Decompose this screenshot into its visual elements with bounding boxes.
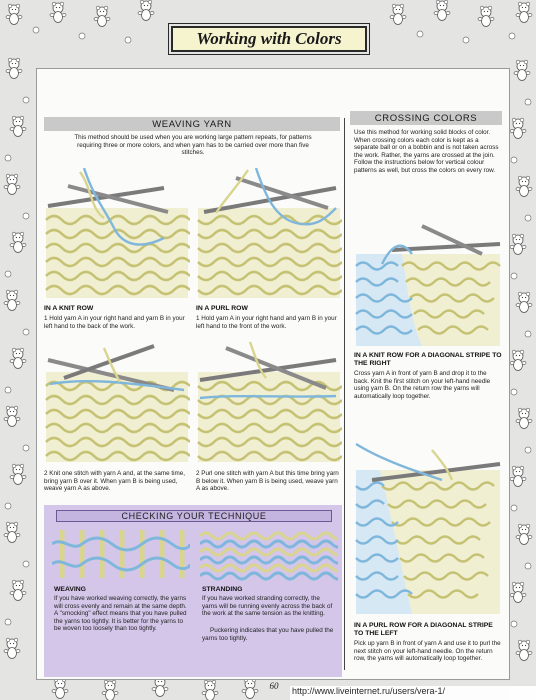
knit-row-step2-illustration bbox=[44, 338, 190, 464]
knit-row-step2: 2 Knit one stitch with yarn A and, at the same time, bring yarn B over it. When yarn B is being used, weave yarn A as above. bbox=[44, 470, 186, 493]
border-bears-right bbox=[510, 60, 532, 660]
column-divider bbox=[344, 118, 345, 670]
diagonal-right-text: Cross yarn A in front of yarn B and drop it to the back. Knit the first stitch on your left-hand needle using yarn B. On the return row the yarns will automatically loop together. bbox=[354, 370, 491, 400]
crossing-intro: Use this method for working solid blocks of color. When crossing colors each color is kept as a separate ball or on a bobbin and is not taken across the work. Rather, the yarns are crossed at the join. Follow the instructions below for vertical colour patterns as well, but cross the colors on every row. bbox=[354, 129, 499, 174]
weaving-check-text: If you have worked weaving correctly, the yarns will cross evenly and remain at the same depth. A "smocking" effect means that you have pulled the yarns too tightly. It is better for the yarns to be woven too loosely than too tightly. bbox=[54, 595, 187, 633]
weaving-check-illustration bbox=[52, 526, 190, 582]
stranding-check-note: Puckering indicates that you have pulled the yarns too tightly. bbox=[202, 627, 334, 642]
weaving-intro: This method should be used when you are working large pattern repeats, for patterns requiring three or more colors, and when yarn has to be carried over more than five stitches. bbox=[74, 134, 312, 157]
checking-technique-heading: CHECKING YOUR TECHNIQUE bbox=[56, 510, 332, 522]
stranding-check-illustration bbox=[200, 526, 338, 582]
diagonal-left-text: Pick up yarn B in front of yarn A and use it to purl the next stitch on your left-hand needle. On the return row, the yarns will automatically loop together. bbox=[354, 640, 501, 663]
knit-row-title: IN A KNIT ROW bbox=[44, 305, 94, 312]
purl-row-illustration bbox=[196, 168, 342, 300]
border-bears-left bbox=[4, 58, 29, 658]
knit-row-step1: 1 Hold yarn A in your right hand and yarn B in your left hand to the back of the work. bbox=[44, 315, 185, 330]
weaving-yarn-heading: WEAVING YARN bbox=[44, 117, 340, 131]
diagonal-left-illustration bbox=[352, 440, 502, 616]
crossing-colors-heading: CROSSING COLORS bbox=[350, 111, 502, 125]
purl-row-step1: 1 Hold yarn A in your right hand and yarn B in your left hand to the front of the work. bbox=[196, 315, 337, 330]
diagonal-right-illustration bbox=[352, 224, 502, 348]
purl-row-title: IN A PURL ROW bbox=[196, 305, 248, 312]
weaving-check-title: WEAVING bbox=[54, 586, 86, 593]
diagonal-right-title: IN A KNIT ROW FOR A DIAGONAL STRIPE TO THE RIGHT bbox=[354, 352, 502, 367]
stranding-check-title: STRANDING bbox=[202, 586, 243, 593]
page-number: 60 bbox=[269, 681, 279, 691]
stranding-check-text: If you have worked stranding correctly, the yarns will be running evenly across the back of the work at the same tension as the knitting. bbox=[202, 595, 333, 618]
knit-row-illustration bbox=[44, 168, 190, 300]
purl-row-step2-illustration bbox=[196, 338, 342, 464]
purl-row-step2: 2 Purl one stitch with yarn A but this time bring yarn B below it. When yarn B is being used, weave yarn A as above. bbox=[196, 470, 339, 493]
diagonal-left-title: IN A PURL ROW FOR A DIAGONAL STRIPE TO THE LEFT bbox=[354, 622, 493, 637]
page-title: Working with Colors bbox=[171, 26, 367, 52]
watermark-url[interactable]: http://www.liveinternet.ru/users/vera-1/ bbox=[290, 686, 536, 700]
